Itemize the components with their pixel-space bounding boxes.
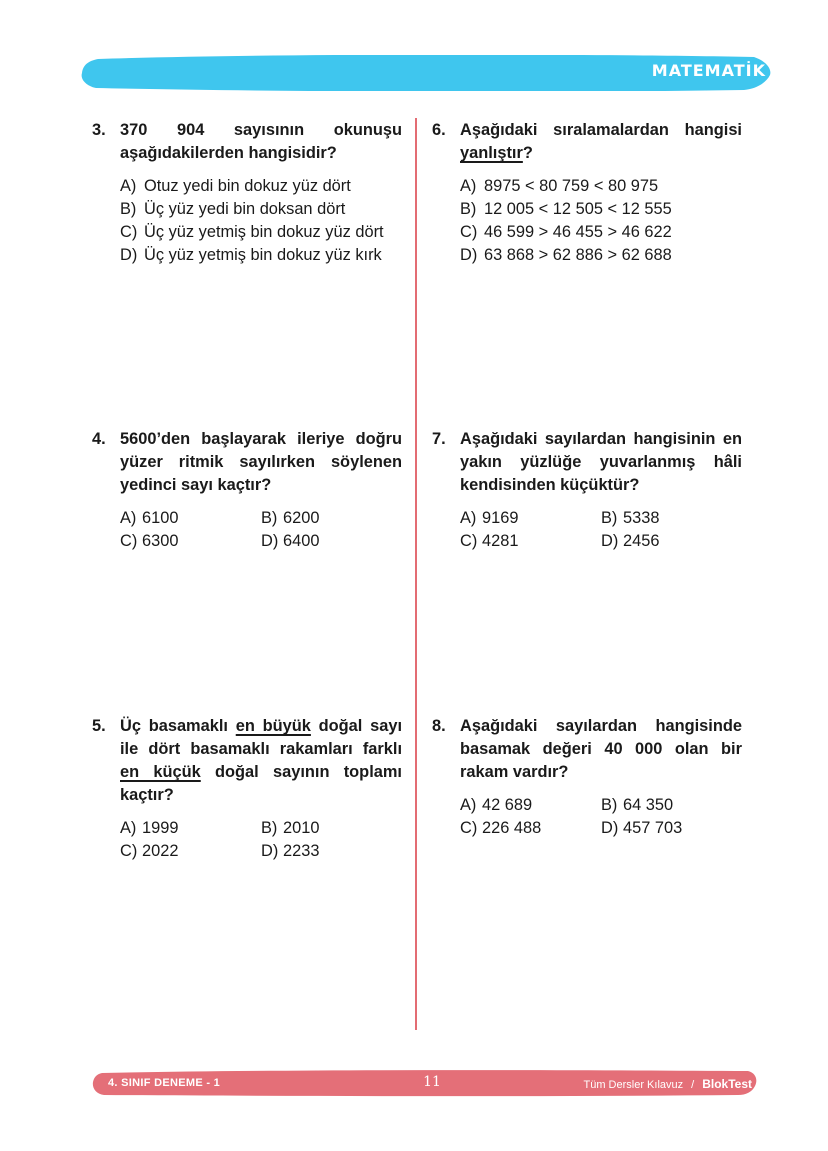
emphasis-underline: en büyük	[235, 717, 311, 735]
answer-options	[120, 175, 402, 267]
option-d[interactable]: D) 63 868 > 62 886 > 62 688	[460, 246, 672, 264]
option-a[interactable]: A) 9169	[460, 509, 519, 527]
answer-options	[460, 794, 742, 840]
answer-options	[120, 507, 402, 553]
exam-name: 4. SINIF DENEME - 1	[108, 1077, 221, 1089]
answer-options	[120, 817, 402, 863]
question-stem: Aşağıdaki sıralamalardan hangisi yanlıştır?	[460, 121, 742, 162]
option-b[interactable]: B) Üç yüz yedi bin doksan dört	[120, 200, 346, 218]
question-7	[432, 428, 742, 553]
option-b[interactable]: B) 6200	[261, 509, 320, 527]
option-a[interactable]: A) 8975 < 80 759 < 80 975	[460, 177, 659, 195]
option-d[interactable]: D) 2456	[601, 532, 660, 550]
question-number: 5.	[92, 717, 106, 735]
option-d[interactable]: D) 457 703	[601, 819, 683, 837]
option-c[interactable]: C) 2022	[120, 842, 179, 860]
option-b[interactable]: B) 5338	[601, 509, 660, 527]
option-b[interactable]: B) 64 350	[601, 796, 674, 814]
option-c[interactable]: C) 4281	[460, 532, 519, 550]
question-5	[92, 715, 402, 863]
question-stem: 5600’den başlayarak ileriye doğru yüzer ritmik sayılırken söylenen yedinci sayı kaçtır?	[120, 430, 402, 494]
footer-publisher	[584, 1077, 753, 1091]
answer-options	[460, 507, 742, 553]
question-number: 4.	[92, 430, 106, 448]
option-a[interactable]: A) Otuz yedi bin dokuz yüz dört	[120, 177, 351, 195]
question-8	[432, 715, 742, 840]
option-a[interactable]: A) 6100	[120, 509, 179, 527]
question-6	[432, 119, 742, 267]
question-number: 6.	[432, 121, 446, 139]
question-stem: Aşağıdaki sayılardan hangisinde basamak değeri 40 000 olan bir rakam vardır?	[460, 717, 742, 781]
option-c[interactable]: C) 6300	[120, 532, 179, 550]
question-number: 7.	[432, 430, 446, 448]
question-3	[92, 119, 402, 267]
option-d[interactable]: D) Üç yüz yetmiş bin dokuz yüz kırk	[120, 246, 382, 264]
emphasis-underline: en küçük	[120, 763, 201, 781]
page-number: 11	[423, 1074, 441, 1090]
subject-title: MATEMATİK	[651, 61, 766, 80]
question-stem: Üç basamaklı en büyük doğal sayı ile dört basamaklı rakamları farklı en küçük doğal sayının toplamı kaçtır?	[120, 717, 402, 804]
series-name: Tüm Dersler Kılavuz	[583, 1079, 684, 1091]
option-d[interactable]: D) 6400	[261, 532, 320, 550]
question-stem: Aşağıdaki sayılardan hangisinin en yakın yüzlüğe yuvarlanmış hâli kendisinden küçüktür?	[460, 430, 742, 494]
emphasis-underline: yanlıştır	[460, 144, 523, 162]
option-c[interactable]: C) 46 599 > 46 455 > 46 622	[460, 223, 672, 241]
option-c[interactable]: C) Üç yüz yetmiş bin dokuz yüz dört	[120, 223, 384, 241]
brand-logo: BlokTest	[702, 1077, 752, 1091]
option-a[interactable]: A) 1999	[120, 819, 179, 837]
option-c[interactable]: C) 226 488	[460, 819, 542, 837]
option-a[interactable]: A) 42 689	[460, 796, 533, 814]
option-b[interactable]: B) 12 005 < 12 505 < 12 555	[460, 200, 672, 218]
answer-options	[460, 175, 742, 267]
separator: /	[691, 1079, 695, 1091]
column-divider	[415, 118, 417, 1030]
option-b[interactable]: B) 2010	[261, 819, 320, 837]
question-4	[92, 428, 402, 553]
option-d[interactable]: D) 2233	[261, 842, 320, 860]
question-stem: 370 904 sayısının okunuşu aşağıdakilerden hangisidir?	[120, 121, 402, 162]
question-number: 3.	[92, 121, 106, 139]
question-number: 8.	[432, 717, 446, 735]
